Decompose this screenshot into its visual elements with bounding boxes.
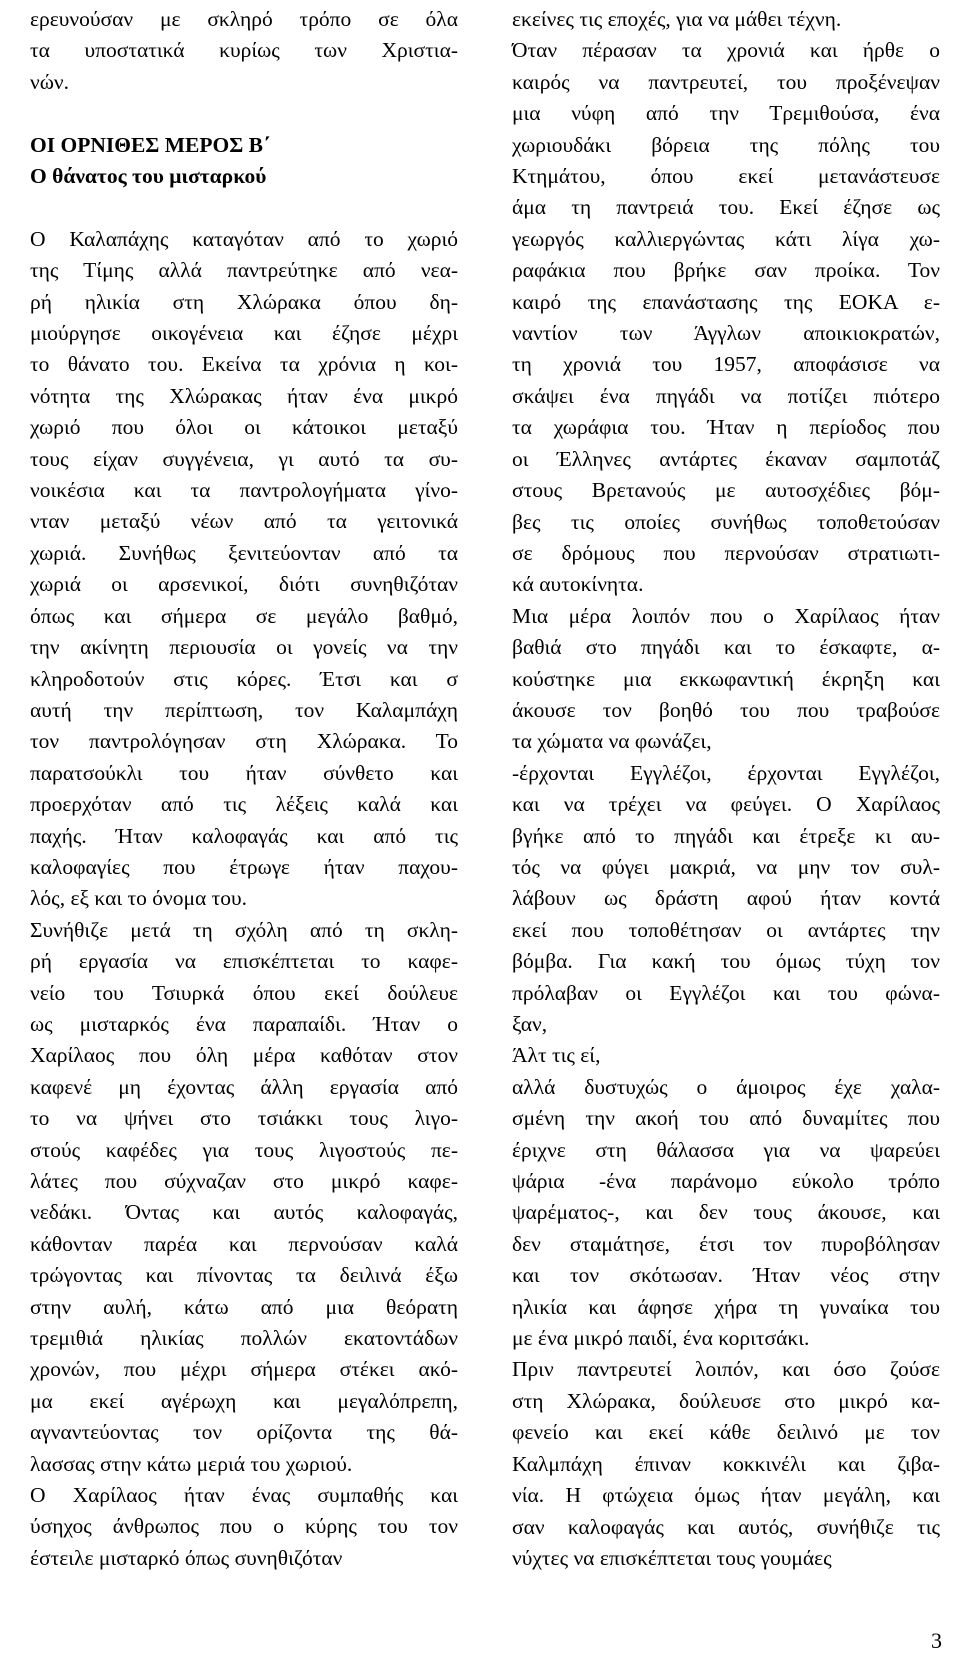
text-line: νία. Η φτώχεια όμως ήταν μεγάλη, και: [512, 1483, 940, 1508]
text-line: νοικέσια και τα παντρολογήματα γίνο-: [30, 478, 458, 503]
text-line: χωριουδάκι βόρεια της πόλης του: [512, 132, 940, 157]
text-line: στούς καφέδες για τους λιγοστούς πε-: [30, 1137, 458, 1162]
text-line: καιρός να παντρευτεί, του προξένεψαν: [512, 69, 940, 94]
text-line: λασσας στην κάτω μεριά του χωριού.: [30, 1451, 353, 1476]
body-paragraph: [30, 915, 458, 1480]
text-line: γεωργός καλλιεργώντας κάτι λίγα χω-: [512, 226, 940, 251]
text-line: ναντίον των Άγγλων αποικιοκρατών,: [512, 321, 940, 346]
paragraph-gap: [30, 192, 458, 223]
text-line: την ακίνητη περιουσία οι γονείς να την: [30, 635, 458, 660]
text-line: εκείνες τις εποχές, για να μάθει τέχνη.: [512, 7, 842, 31]
text-line: νύχτες να επισκέπτεται τους γουμάες: [512, 1545, 832, 1570]
text-line: τρεμιθιά ηλικίας πολλών εκατοντάδων: [30, 1326, 458, 1351]
text-line: το να ψήνει στο τσιάκκι τους λιγο-: [30, 1106, 458, 1131]
text-line: λάτες που σύχναζαν στο μικρό καφε-: [30, 1169, 458, 1193]
left-body-text: [30, 224, 458, 1574]
body-paragraph: [512, 601, 940, 758]
right-body-text: [512, 4, 940, 1574]
intro-paragraph: [30, 4, 458, 98]
text-line: αυτή την περίπτωση, τον Καλαμπάχη: [30, 697, 458, 722]
text-line: ψαρέματος-, και δεν τους άκουσε, και: [512, 1200, 940, 1225]
text-line: μιούργησε οικογένεια και έζησε μέχρι: [30, 321, 458, 346]
text-line: ερευνούσαν με σκληρό τρόπο σε όλα: [30, 7, 458, 31]
text-line: στη Χλώρακα, δούλευσε στο μικρό κα-: [512, 1388, 940, 1413]
text-line: βαθιά στο πηγάδι και το έσκαφτε, α-: [512, 635, 940, 660]
text-line: ξαν,: [512, 1012, 548, 1036]
text-line: ψάρια -ένα παράνομο εύκολο τρόπο: [512, 1169, 940, 1194]
text-line: τα υποστατικά κυρίως των Χριστια-: [30, 38, 458, 63]
text-line: κά αυτοκίνητα.: [512, 572, 644, 597]
text-line: νείο του Τσιυρκά όπου εκεί δούλευε: [30, 980, 458, 1005]
text-line: καιρό της επανάστασης της ΕΟΚΑ ε-: [512, 289, 940, 314]
body-paragraph: [30, 1480, 458, 1574]
section-heading: [30, 130, 458, 193]
text-line: Όταν πέρασαν τα χρονιά και ήρθε ο: [512, 38, 940, 63]
text-line: Άλτ τις εί,: [512, 1043, 601, 1068]
text-line: Καλμπάχη έπιναν κοκκινέλι και ζιβα-: [512, 1451, 940, 1476]
body-paragraph: [512, 4, 940, 35]
text-line: οι Έλληνες αντάρτες έκαναν σαμποτάζ: [512, 446, 940, 471]
text-line: και τον σκότωσαν. Ήταν νέος στην: [512, 1263, 940, 1288]
text-line: στους Βρετανούς με αυτοσχέδιες βόμ-: [512, 478, 940, 503]
text-line: χωριό που όλοι οι κάτοικοι μεταξύ: [30, 415, 458, 440]
text-line: φενείο και εκεί κάθε δειλινό με τον: [512, 1420, 940, 1445]
text-line: Ο Καλαπάχης καταγόταν από το χωριό: [30, 226, 458, 251]
text-line: εκεί που τοποθέτησαν οι αντάρτες την: [512, 917, 940, 942]
section-title: ΟΙ ΟΡΝΙΘΕΣ ΜΕΡΟΣ Β΄: [30, 132, 271, 157]
text-line: ως μισταρκός ένα παραπαίδι. Ήταν ο: [30, 1011, 458, 1036]
text-line: καλοφαγίες που έτρωγε ήταν παχου-: [30, 854, 458, 879]
body-paragraph: [30, 224, 458, 915]
text-line: άκουσε τον βοηθό του που τραβούσε: [512, 697, 940, 722]
text-line: στην αυλή, κάτω από μια θεόρατη: [30, 1294, 458, 1319]
text-line: λός, εξ και το όνομα του.: [30, 886, 248, 911]
text-line: ρή ηλικία στη Χλώρακα όπου δη-: [30, 289, 458, 314]
text-line: έριχνε στη θάλασσα για να ψαρεύει: [512, 1137, 940, 1162]
text-line: αγναντεύοντας τον ορίζοντα της θά-: [30, 1420, 458, 1445]
text-line: κάθονταν παρέα και περνούσαν καλά: [30, 1231, 458, 1256]
text-line: τα χώματα να φωνάζει,: [512, 729, 712, 754]
body-paragraph: [512, 1040, 940, 1071]
text-line: σαν καλοφαγάς και αυτός, συνήθιζε τις: [512, 1514, 940, 1539]
text-line: με ένα μικρό παιδί, ένα κοριτσάκι.: [512, 1326, 810, 1351]
text-line: βόμβα. Για κακή του όμως τύχη τον: [512, 949, 940, 974]
text-line: νότητα της Χλώρακας ήταν ένα μικρό: [30, 383, 458, 408]
text-line: νταν μεταξύ νέων από τα γειτονικά: [30, 509, 458, 534]
text-line: όπως και σήμερα σε μεγάλο βαθμό,: [30, 603, 458, 628]
right-column: [512, 4, 940, 1574]
text-line: τα χωράφια του. Ήταν η περίοδος που: [512, 415, 940, 440]
text-line: άμα τη παντρειά του. Εκεί έζησε ως: [512, 195, 940, 220]
page-number: 3: [931, 1628, 942, 1653]
text-line: ύσηχος άνθρωπος που ο κύρης του τον: [30, 1514, 458, 1539]
text-line: ηλικία και άφησε χήρα τη γυναίκα του: [512, 1294, 940, 1319]
text-line: βες τις οποίες συνήθως τοποθετούσαν: [512, 509, 940, 534]
text-line: το θάνατο του. Εκείνα τα χρόνια η κοι-: [30, 352, 458, 377]
section-subtitle: Ο θάνατος του μισταρκού: [30, 164, 267, 189]
paragraph-gap: [30, 98, 458, 129]
text-line: χρονών, που μέχρι σήμερα στέκει ακό-: [30, 1357, 458, 1382]
text-line: Κτημάτου, όπου εκεί μετανάστευσε: [512, 164, 940, 189]
text-line: προερχόταν από τις λέξεις καλά και: [30, 792, 458, 817]
text-line: ρή εργασία να επισκέπτεται το καφε-: [30, 949, 458, 974]
text-line: μια νύφη από την Τρεμιθούσα, ένα: [512, 101, 940, 126]
text-line: σκάψει ένα πηγάδι να ποτίζει πιότερο: [512, 383, 940, 408]
text-line: λάβουν ως δράστη αφού ήταν κοντά: [512, 886, 940, 911]
text-line: -έρχονται Εγγλέζοι, έρχονται Εγγλέζοι,: [512, 760, 940, 785]
text-line: τρώγοντας και πίνοντας τα δειλινά έξω: [30, 1263, 458, 1288]
body-paragraph: [512, 758, 940, 1041]
text-line: νεδάκι. Όντας και αυτός καλοφαγάς,: [30, 1200, 458, 1225]
body-paragraph: [512, 1072, 940, 1355]
text-line: έστειλε μισταρκό όπως συνηθιζόταν: [30, 1545, 343, 1570]
text-line: δεν σταμάτησε, έτσι τον πυροβόλησαν: [512, 1231, 940, 1256]
body-paragraph: [512, 1354, 940, 1574]
text-line: παχής. Ήταν καλοφαγάς και από τις: [30, 823, 458, 848]
body-paragraph: [512, 35, 940, 600]
text-line: τον παντρολόγησαν στη Χλώρακα. Το: [30, 729, 458, 754]
text-line: Χαρίλαος που όλη μέρα καθόταν στον: [30, 1043, 458, 1068]
text-line: τη χρονιά του 1957, αποφάσισε να: [512, 352, 940, 377]
text-line: σε δρόμους που περνούσαν στρατιωτι-: [512, 540, 940, 565]
text-line: και να τρέχει να φεύγει. Ο Χαρίλαος: [512, 792, 940, 817]
text-line: Μια μέρα λοιπόν που ο Χαρίλαος ήταν: [512, 603, 940, 628]
text-line: βγήκε από το πηγάδι και έτρεξε κι αυ-: [512, 823, 940, 848]
text-line: της Τίμης αλλά παντρεύτηκε από νεα-: [30, 258, 458, 283]
text-line: Ο Χαρίλαος ήταν ένας συμπαθής και: [30, 1483, 458, 1508]
text-line: νών.: [30, 69, 69, 94]
text-line: χωριά. Συνήθως ξενιτεύονταν από τα: [30, 540, 458, 565]
text-line: σμένη την ακοή του από δυναμίτες που: [512, 1106, 940, 1131]
text-line: χωριά οι αρσενικοί, διότι συνηθιζόταν: [30, 572, 458, 597]
text-line: κληροδοτούν στις κόρες. Έτσι και σ: [30, 666, 458, 691]
text-line: παρατσούκλι του ήταν σύνθετο και: [30, 760, 458, 785]
text-line: ραφάκια που βρήκε σαν προίκα. Τον: [512, 258, 940, 283]
text-line: πρόλαβαν οι Εγγλέζοι και του φώνα-: [512, 980, 940, 1005]
text-line: τός να φύγει μακριά, να μην τον συλ-: [512, 854, 940, 879]
text-line: αλλά δυστυχώς ο άμοιρος έχε χαλα-: [512, 1074, 940, 1099]
left-column: [30, 4, 458, 1574]
text-line: μα εκεί αγέρωχη και μεγαλόπρεπη,: [30, 1388, 458, 1413]
text-line: Πριν παντρευτεί λοιπόν, και όσο ζούσε: [512, 1357, 940, 1382]
text-line: καφενέ μη έχοντας άλλη εργασία από: [30, 1074, 458, 1099]
text-line: Συνήθιζε μετά τη σχόλη από τη σκλη-: [30, 917, 458, 942]
text-line: τους είχαν συγγένεια, γι αυτό τα συ-: [30, 446, 458, 471]
text-line: κούστηκε μια εκκωφαντική έκρηξη και: [512, 666, 940, 691]
